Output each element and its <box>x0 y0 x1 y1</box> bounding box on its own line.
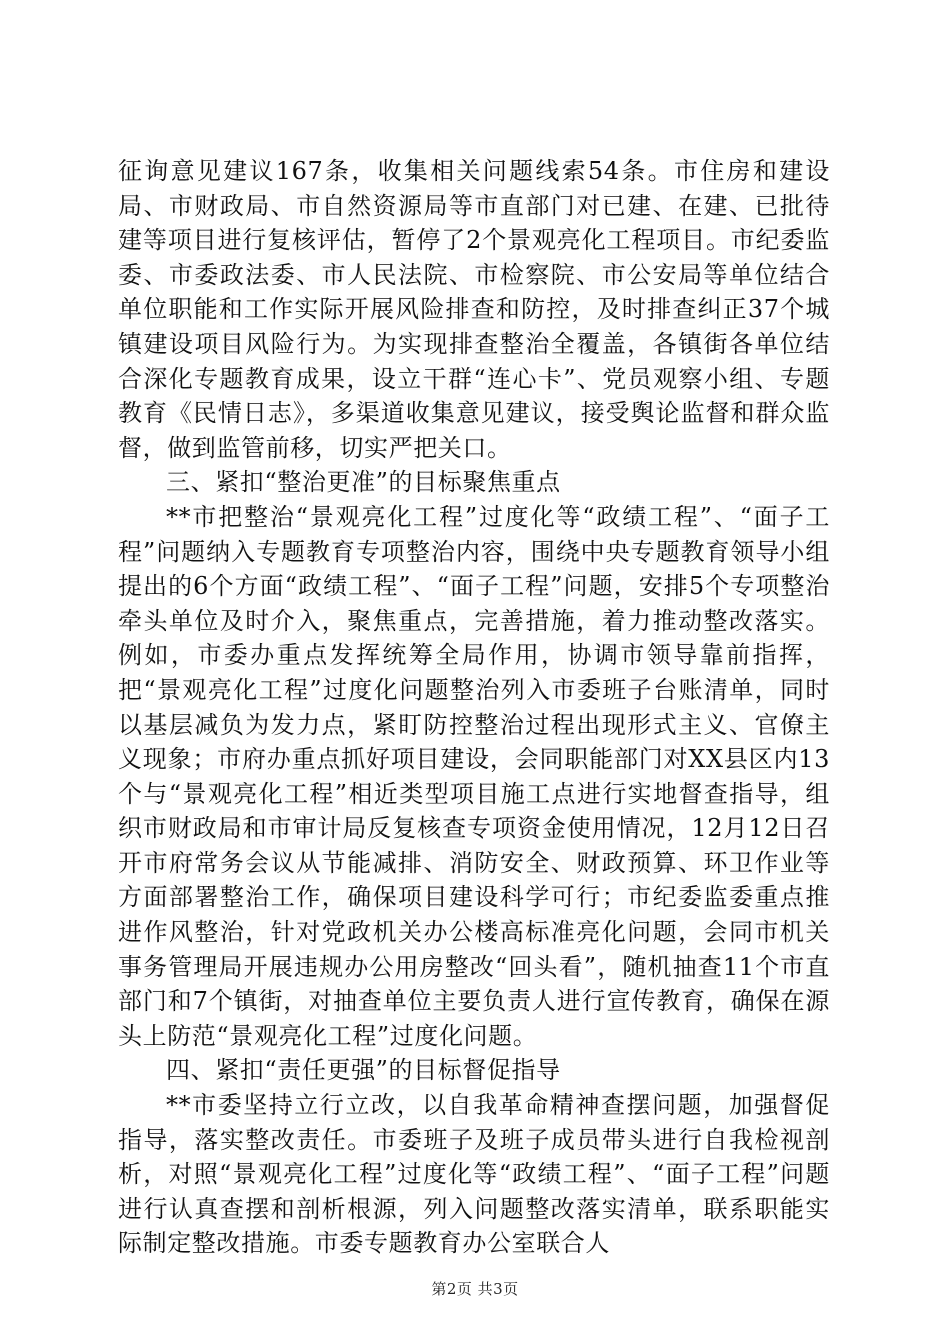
document-body <box>118 154 830 1261</box>
paragraph-continued: 征询意见建议167条，收集相关问题线索54条。市住房和建设局、市财政局、市自然资源局等市直部门对已建、在建、已批待建等项目进行复核评估，暂停了2个景观亮化工程项目。市纪委监委、市委政法委、市人民法院、市检察院、市公安局等单位结合单位职能和工作实际开展风险排查和防控，及时排查纠正37个城镇建设项目风险行为。为实现排查整治全覆盖，各镇街各单位结合深化专题教育成果，设立干群“连心卡”、党员观察小组、专题教育《民情日志》，多渠道收集意见建议，接受舆论监督和群众监督，做到监管前移，切实严把关口。 <box>118 157 830 462</box>
section-heading-four: 四、紧扣“责任更强”的目标督促指导 <box>166 1056 561 1085</box>
paragraph-section-three: **市把整治“景观亮化工程”过度化等“政绩工程”、“面子工程”问题纳入专题教育专项整治内容，围绕中央专题教育领导小组提出的6个方面“政绩工程”、“面子工程”问题，安排5个专项整治牵头单位及时介入，聚焦重点，完善措施，着力推动整改落实。例如，市委办重点发挥统筹全局作用，协调市领导靠前指挥，把“景观亮化工程”过度化问题整治列入市委班子台账清单，同时以基层减负为发力点，紧盯防控整治过程出现形式主义、官僚主义现象；市府办重点抓好项目建设，会同职能部门对XX县区内13个与“景观亮化工程”相近类型项目施工点进行实地督查指导，组织市财政局和市审计局反复核查专项资金使用情况，12月12日召开市府常务会议从节能减排、消防安全、财政预算、环卫作业等方面部署整治工作，确保项目建设科学可行；市纪委监委重点推进作风整治，针对党政机关办公楼高标准亮化问题，会同市机关事务管理局开展违规办公用房整改“回头看”，随机抽查11个市直部门和7个镇街，对抽查单位主要负责人进行宣传教育，确保在源头上防范“景观亮化工程”过度化问题。 <box>118 502 830 1050</box>
section-heading-three: 三、紧扣“整治更准”的目标聚焦重点 <box>166 468 561 497</box>
page-number-footer: 第2页 共3页 <box>431 1280 519 1298</box>
paragraph-section-four: **市委坚持立行立改，以自我革命精神查摆问题，加强督促指导，落实整改责任。市委班子及班子成员带头进行自我检视剖析，对照“景观亮化工程”过度化等“政绩工程”、“面子工程”问题进行认真查摆和剖析根源，列入问题整改落实清单，联系职能实际制定整改措施。市委专题教育办公室联合人 <box>118 1091 830 1258</box>
